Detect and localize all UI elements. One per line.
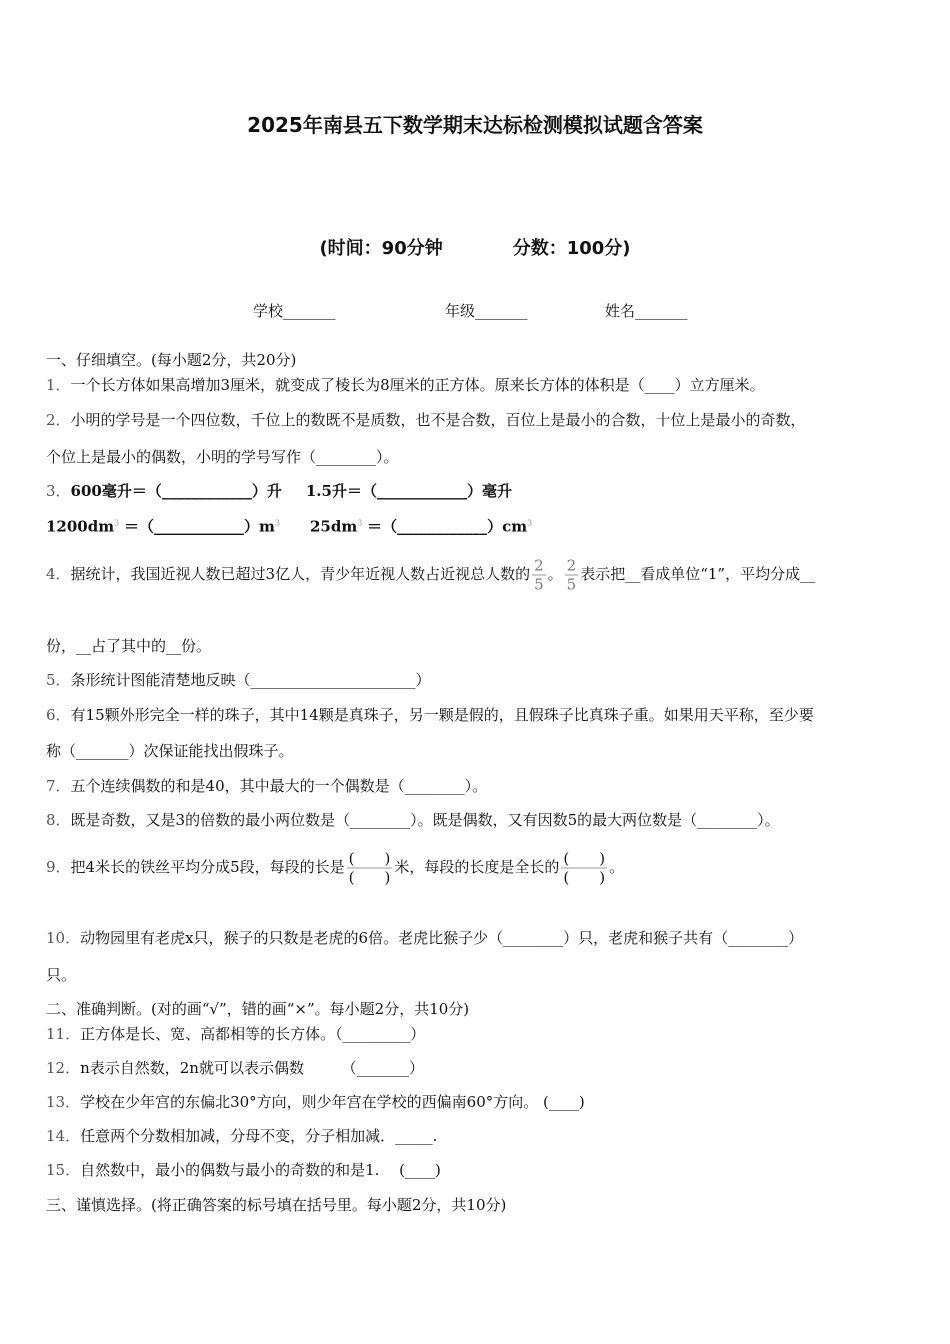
fraction xyxy=(532,557,546,594)
question-13 xyxy=(46,1092,585,1112)
fraction xyxy=(565,557,579,594)
question-text: 600毫升＝（____________）升 xyxy=(70,482,282,500)
question-text: 五个连续偶数的和是40，其中最大的一个偶数是（________）。 xyxy=(70,777,488,795)
question-number: 11． xyxy=(46,1025,81,1043)
question-number: 14． xyxy=(46,1127,81,1145)
numerator: 2 xyxy=(534,556,544,575)
denominator-blank: ( ) xyxy=(563,868,606,887)
question-text: 有15颗外形完全一样的珠子，其中14颗是真珠子，另一颗是假的，且假珠子比真珠子重。如果用天平称，至少要 xyxy=(70,706,814,724)
exam-time: (时间：90分钟 xyxy=(319,238,443,259)
question-text: 1200dm xyxy=(46,517,115,536)
question-text: 既是奇数，又是3的倍数的最小两位数是（________）。既是偶数，又有因数5的最大两位数是（________）。 xyxy=(70,811,780,829)
question-text: 米，每段的长度是全长的 xyxy=(394,858,560,876)
question-text: 任意两个分数相加减，分母不变，分子相加减．_____. xyxy=(80,1127,438,1145)
blank-fraction xyxy=(561,850,607,887)
question-number: 4． xyxy=(46,565,71,583)
question-text: 25dm xyxy=(309,517,358,536)
question-text: 小明的学号是一个四位数，千位上的数既不是质数，也不是合数，百位上是最小的合数，十位上是最小的奇数， xyxy=(70,411,806,429)
question-text: 。 xyxy=(547,565,563,583)
section-heading: 三、谨慎选择。(将正确答案的标号填在括号里。每小题2分，共10分) xyxy=(46,1196,507,1214)
question-3 xyxy=(46,481,512,501)
denominator: 5 xyxy=(566,575,577,594)
question-text: 自然数中，最小的偶数与最小的奇数的和是1. (____) xyxy=(80,1161,441,1179)
superscript: 3 xyxy=(357,518,363,528)
question-text: 正方体是长、宽、高都相等的长方体。（_________） xyxy=(80,1025,426,1043)
question-4 xyxy=(46,557,815,594)
question-number: 15． xyxy=(46,1161,81,1179)
exam-info xyxy=(0,239,950,259)
exam-score: 分数：100分) xyxy=(512,238,631,259)
denominator: 5 xyxy=(534,575,544,594)
name-field: 姓名_______ xyxy=(605,302,688,320)
question-number: 1． xyxy=(46,376,71,394)
question-number: 10． xyxy=(46,929,81,947)
document-title: 2025年南县五下数学期末达标检测模拟试题含答案 xyxy=(247,113,703,137)
numerator-blank: ( ) xyxy=(348,849,391,868)
grade-field: 年级_______ xyxy=(445,302,528,320)
question-number: 6． xyxy=(46,706,71,724)
question-6-cont: 称（_______）次保证能找出假珠子。 xyxy=(46,742,294,760)
school-field: 学校_______ xyxy=(253,302,336,320)
question-15 xyxy=(46,1160,441,1180)
question-text: 条形统计图能清楚地反映（______________________） xyxy=(70,671,431,689)
question-9 xyxy=(46,850,624,887)
question-number: 13． xyxy=(46,1093,81,1111)
question-number: 3． xyxy=(46,482,71,500)
question-number: 9． xyxy=(46,858,71,876)
question-number: 12． xyxy=(46,1059,81,1077)
question-1 xyxy=(46,375,765,395)
question-text: ＝（____________）m xyxy=(123,517,275,536)
question-text: 。 xyxy=(609,858,625,876)
section-heading: 一、仔细填空。(每小题2分，共20分) xyxy=(46,351,297,369)
numerator-blank: ( ) xyxy=(563,849,606,868)
question-10-cont: 只。 xyxy=(46,966,77,984)
section-heading: 二、准确判断。(对的画“√”，错的画“×”。每小题2分，共10分) xyxy=(46,1000,470,1018)
question-2-cont: 个位上是最小的偶数，小明的学号写作（________）。 xyxy=(46,448,399,466)
question-text: 一个长方体如果高增加3厘米，就变成了棱长为8厘米的正方体。原来长方体的体积是（____）立方厘米。 xyxy=(70,376,765,394)
question-number: 7． xyxy=(46,777,71,795)
question-8 xyxy=(46,810,780,830)
question-6 xyxy=(46,705,814,725)
blank-fraction xyxy=(347,850,393,887)
question-number: 8． xyxy=(46,811,71,829)
superscript: 3 xyxy=(527,518,533,528)
question-3-cont xyxy=(46,514,532,537)
question-5 xyxy=(46,670,431,690)
question-text: n表示自然数，2n就可以表示偶数 （_______） xyxy=(80,1059,424,1077)
question-text: 表示把__看成单位“1”，平均分成__ xyxy=(580,565,816,583)
question-text: 动物园里有老虎x只，猴子的只数是老虎的6倍。老虎比猴子少（________）只，老虎和猴子共有（________） xyxy=(80,929,804,947)
question-number: 2． xyxy=(46,411,71,429)
question-text: 把4米长的铁丝平均分成5段，每段的长是 xyxy=(70,858,345,876)
question-text: 1.5升＝（____________）毫升 xyxy=(305,482,512,500)
denominator-blank: ( ) xyxy=(348,868,391,887)
question-7 xyxy=(46,776,487,796)
superscript: 3 xyxy=(274,518,280,528)
superscript: 3 xyxy=(114,518,120,528)
question-10 xyxy=(46,928,803,948)
question-12 xyxy=(46,1058,424,1078)
numerator: 2 xyxy=(566,556,577,575)
question-14 xyxy=(46,1126,437,1146)
question-4-cont: 份，__占了其中的__份。 xyxy=(46,637,212,655)
question-11 xyxy=(46,1024,425,1044)
question-text: 学校在少年宫的东偏北30°方向，则少年宫在学校的西偏南60°方向。 (____) xyxy=(80,1093,585,1111)
question-text: 据统计，我国近视人数已超过3亿人，青少年近视人数占近视总人数的 xyxy=(70,565,531,583)
question-text: ＝（____________）cm xyxy=(367,517,528,536)
question-number: 5． xyxy=(46,671,71,689)
question-2 xyxy=(46,410,806,430)
